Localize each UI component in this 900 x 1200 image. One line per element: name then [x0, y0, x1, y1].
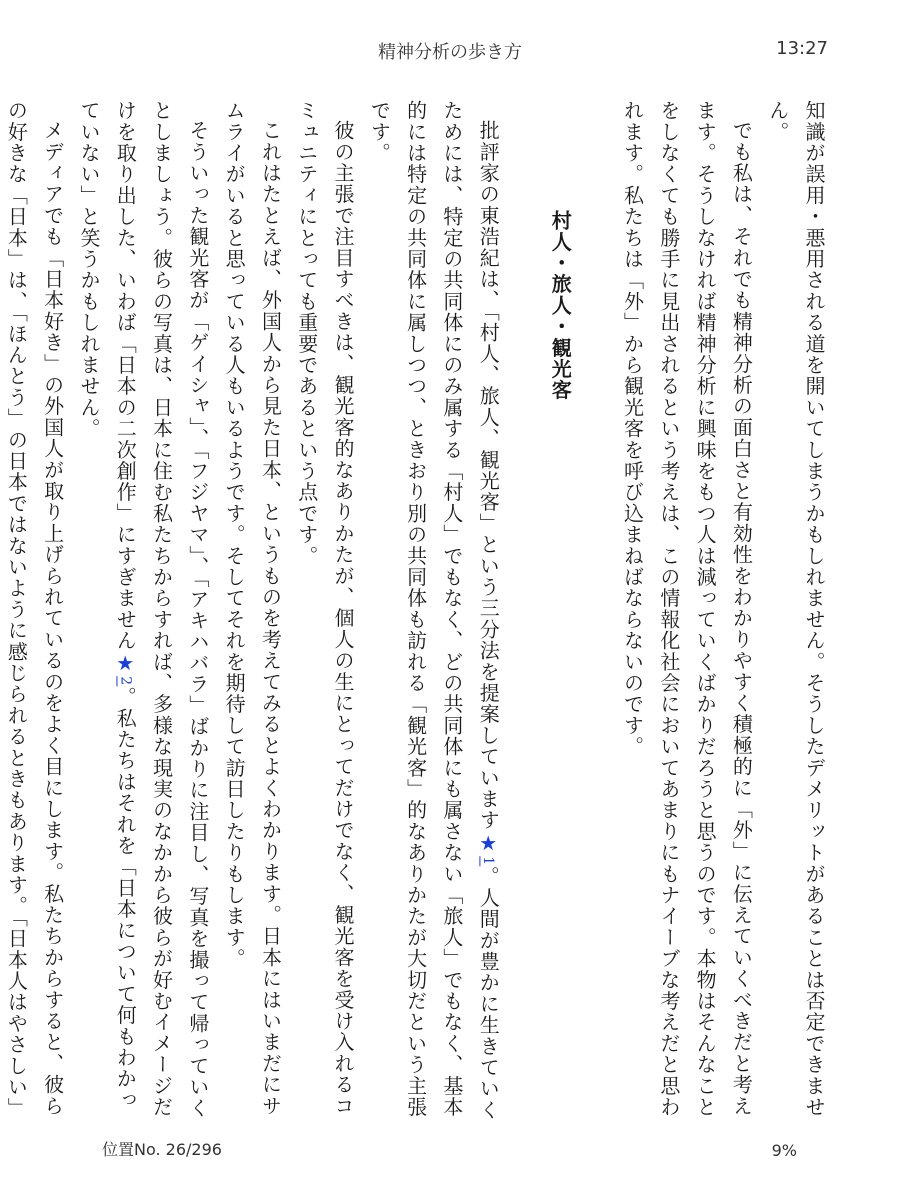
paragraph-text: 。人間が豊かに生きていくためには、特定の共同体にのみ属する「村人」でもなく、どの共同体にも属さない「旅人」でもなく、基本的には特定の共同体に属しつつ、ときおり別の共同体も訪れる「観光客」的なありかたが大切だという主張です。 [367, 100, 501, 1121]
section-heading: 村人・旅人・観光客 [548, 210, 573, 401]
paragraph-text: 。私たちはそれを「日本について何もわかっていない」と笑うかもしれません。 [76, 100, 138, 1111]
reading-progress-percent: 9% [771, 1141, 797, 1160]
paragraph [71, 100, 216, 1130]
paragraph [361, 100, 506, 1130]
paragraph: 彼の主張で注目すべきは、観光客的なありかたが、個人の生にとってだけでなく、観光客を受け入れるコミュニティにとっても重要であるという点です。 [294, 100, 356, 1117]
reading-location: 位置No. 26/296 [102, 1140, 222, 1159]
star-icon: ★ [113, 651, 138, 677]
footnote-number: 2 [117, 676, 134, 687]
footnote-link-2[interactable] [113, 651, 137, 686]
paragraph-text: そういった観光客が「ゲイシャ」、「フジヤマ」、「アキハバラ」ばかりに注目し、写真を撮って帰っていくとしましょう。彼らの写真は、日本に住む私たちからすれば、多様な現実のなかから彼らが好むイメージだけを取り出した、いわば「日本の二次創作」にすぎません [113, 100, 210, 1119]
paragraph-continued: 知識が誤用・悪用される道を開いてしまうかもしれません。そうしたデメリットがあることは否定できません。 [765, 100, 826, 1118]
section-spacer [578, 100, 614, 1130]
paragraph-text: 批評家の東浩紀は、「村人、旅人、観光客」という三分法を提案しています [476, 120, 501, 831]
paragraph: でも私は、それでも精神分析の面白さと有効性をわかりやすく積極的に「外」に伝えていくべきだと考えます。そうしなければ精神分析に興味をもつ人は減っていくばかりだろうと思うのです。本物はそんなことをしなくても勝手に見出されるという考えは、この情報化社会においてあまりにもナイーブな考えだと思われます。私たちは「外」から観光客を呼び込まねばならないのです。 [620, 100, 754, 1118]
clock-time: 13:27 [776, 38, 828, 59]
book-title: 精神分析の歩き方 [378, 42, 522, 63]
footnote-number: 1 [480, 856, 497, 867]
footnote-link-1[interactable] [476, 831, 500, 866]
paragraph: メディアでも「日本好き」の外国人が取り上げられているのをよく目にします。私たちからすると、彼らの好きな「日本」は、「ほんとう」の日本ではないように感じられるときもあります。「日本人はやさしい」 [4, 100, 65, 1119]
reading-pane[interactable] [4, 100, 832, 1130]
star-icon: ★ [476, 830, 501, 857]
paragraph: これはたとえば、外国人から見た日本、というものを考えてみるとよくわかります。日本にはいまだにサムライがいると思っている人もいるようです。そしてそれを期待して訪日したりもします。 [222, 100, 283, 1117]
